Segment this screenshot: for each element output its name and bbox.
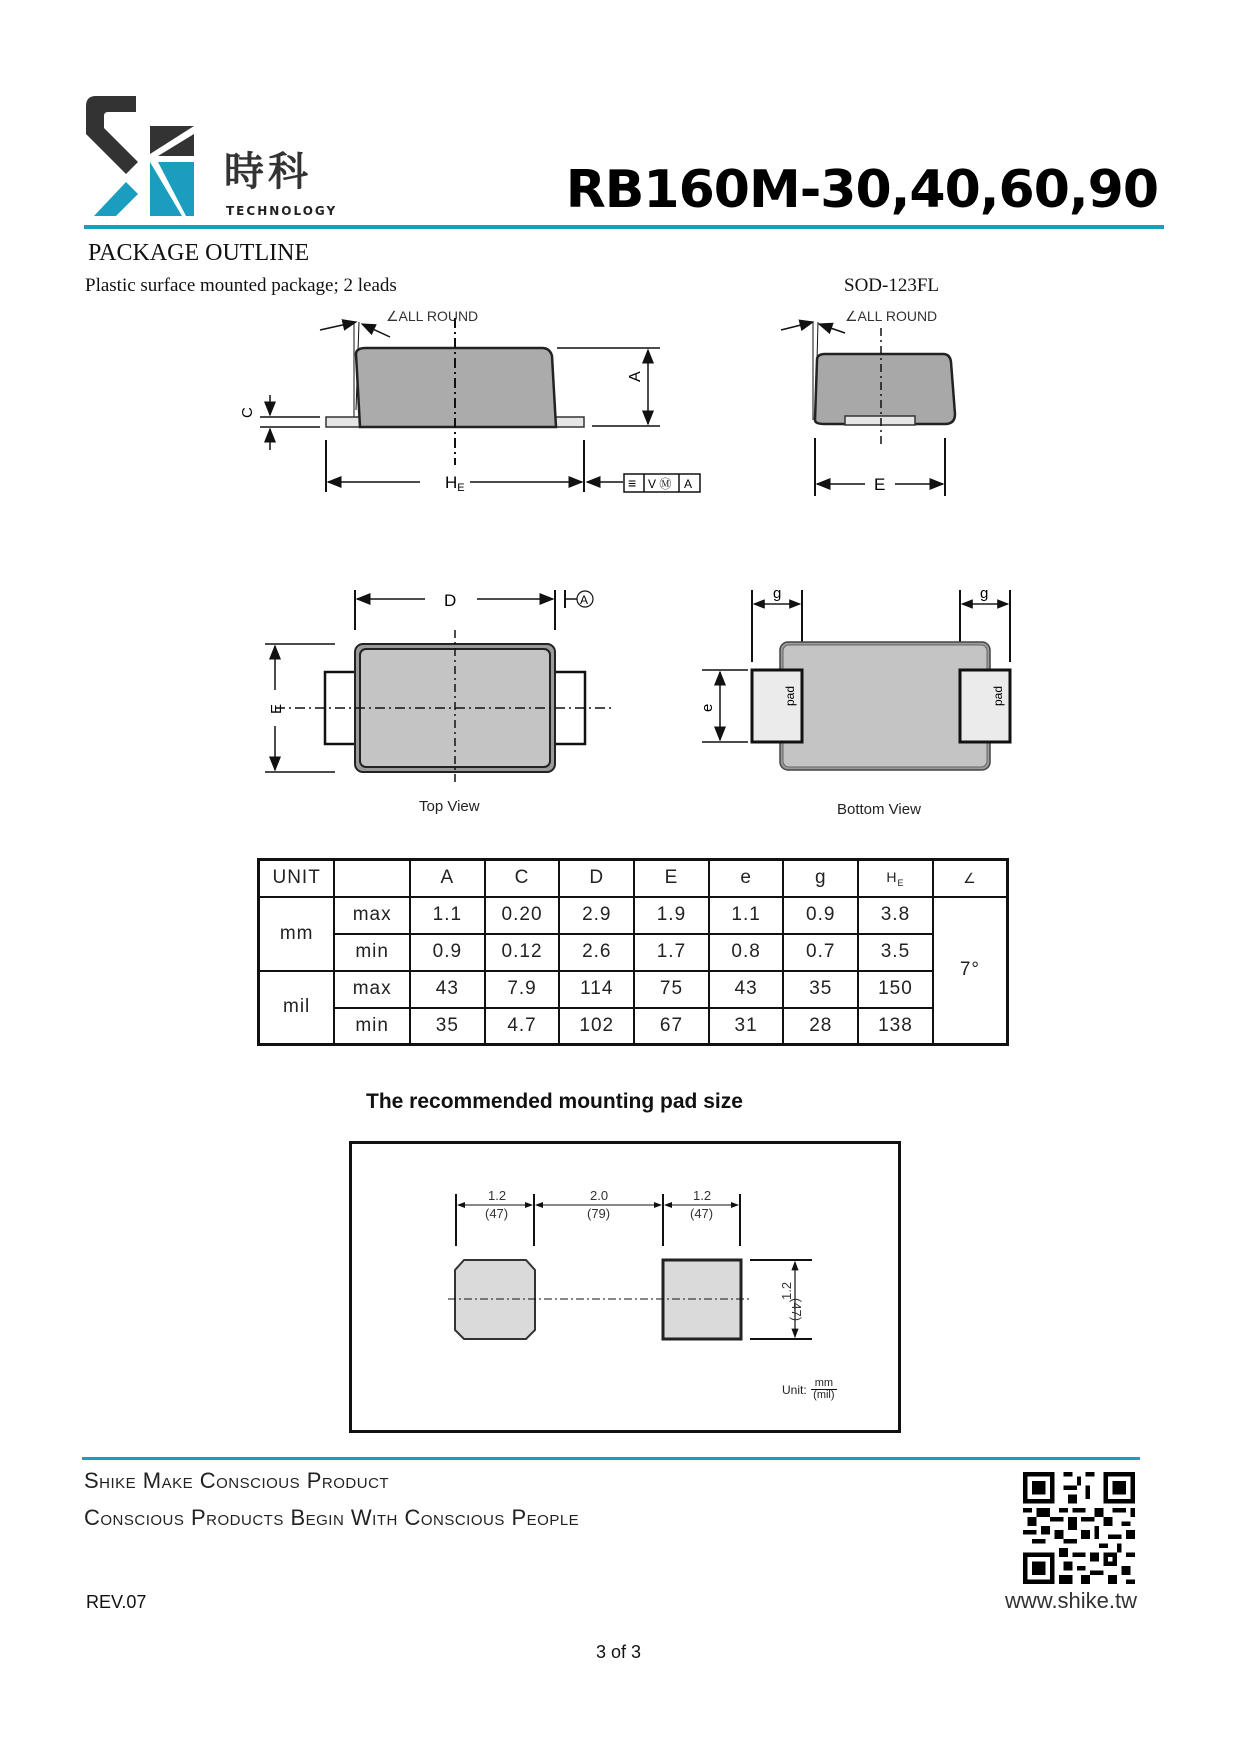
bottom-view-drawing — [690, 580, 1020, 820]
svg-text:D: D — [444, 591, 457, 610]
website-url[interactable]: www.shike.tw — [1005, 1588, 1138, 1613]
header-E: E — [634, 860, 709, 897]
header-e: e — [709, 860, 784, 897]
svg-text:(47): (47) — [485, 1206, 509, 1221]
part-number-title: RB160M-30,40,60,90 — [565, 160, 1158, 220]
svg-text:(47): (47) — [789, 1298, 804, 1322]
logo-mark-icon — [86, 96, 206, 216]
company-logo — [86, 96, 206, 216]
header-D: D — [559, 860, 634, 897]
svg-text:pad: pad — [991, 685, 1005, 706]
logo-technology-text: TECHNOLOGY — [226, 204, 338, 218]
package-name: SOD-123FL — [844, 275, 940, 296]
header-C: C — [485, 860, 560, 897]
table-row: mil max 43 7.9 114 75 43 35 150 — [259, 971, 1008, 1008]
svg-text:g: g — [980, 585, 989, 602]
table-row: min 35 4.7 102 67 31 28 138 — [259, 1008, 1008, 1045]
svg-text:A: A — [684, 477, 693, 491]
section-title: PACKAGE OUTLINE — [88, 240, 310, 266]
dim-C-label: C — [239, 407, 256, 418]
svg-text:1.2: 1.2 — [779, 1281, 794, 1300]
slogan-1: Shike Make Conscious Product — [84, 1468, 390, 1493]
header-g: g — [783, 860, 858, 897]
bottom-view-caption: Bottom View — [837, 801, 921, 818]
svg-text:∠ALL ROUND: ∠ALL ROUND — [845, 308, 938, 324]
angle-label: ∠ALL ROUND — [386, 308, 479, 324]
svg-text:pad: pad — [783, 685, 797, 706]
footer-divider — [82, 1457, 1140, 1460]
header-A: A — [410, 860, 485, 897]
unit-legend: Unit: mm (mil) — [782, 1378, 837, 1401]
angle-value: 7° — [933, 897, 1008, 1045]
header-blank — [334, 860, 410, 897]
dim-E-label: E — [874, 475, 886, 494]
svg-text:e: e — [699, 703, 716, 712]
table-header-row — [259, 860, 1008, 897]
svg-text:1.2: 1.2 — [488, 1188, 507, 1203]
qr-code-icon — [1020, 1472, 1138, 1584]
header-HE: $H_E$ — [858, 860, 933, 897]
end-view-drawing — [775, 300, 975, 500]
revision-label: REV.07 — [86, 1592, 147, 1612]
svg-text:E: E — [268, 703, 285, 714]
header-divider — [84, 225, 1164, 229]
mounting-pad-drawing — [440, 1180, 840, 1350]
dim-HE-label: HE — [445, 473, 465, 494]
logo-chinese-name: 時科 — [224, 149, 312, 195]
mounting-pad-title: The recommended mounting pad size — [366, 1090, 743, 1113]
svg-text:V Ⓜ: V Ⓜ — [648, 477, 672, 491]
svg-text:g: g — [773, 585, 782, 602]
side-view-drawing — [220, 300, 720, 500]
svg-text:A: A — [580, 593, 589, 607]
package-subtitle: Plastic surface mounted package; 2 leads — [85, 275, 397, 296]
svg-text:(79): (79) — [587, 1206, 611, 1221]
dimensions-table — [257, 858, 1009, 1046]
dim-A-label: A — [627, 371, 644, 382]
svg-text:(47): (47) — [690, 1206, 714, 1221]
table-row: min 0.9 0.12 2.6 1.7 0.8 0.7 3.5 — [259, 934, 1008, 971]
svg-text:1.2: 1.2 — [693, 1188, 712, 1203]
page-number: 3 of 3 — [596, 1642, 642, 1662]
header-unit: UNIT — [259, 860, 335, 897]
svg-text:2.0: 2.0 — [590, 1188, 609, 1203]
top-view-caption: Top View — [419, 798, 480, 815]
header-angle: ∠ — [933, 860, 1008, 897]
slogan-2: Conscious Products Begin With Conscious People — [84, 1505, 580, 1530]
svg-text:≡: ≡ — [628, 475, 637, 491]
top-view-drawing — [255, 580, 655, 820]
table-row: mm max 1.1 0.20 2.9 1.9 1.1 0.9 3.8 7° — [259, 897, 1008, 934]
